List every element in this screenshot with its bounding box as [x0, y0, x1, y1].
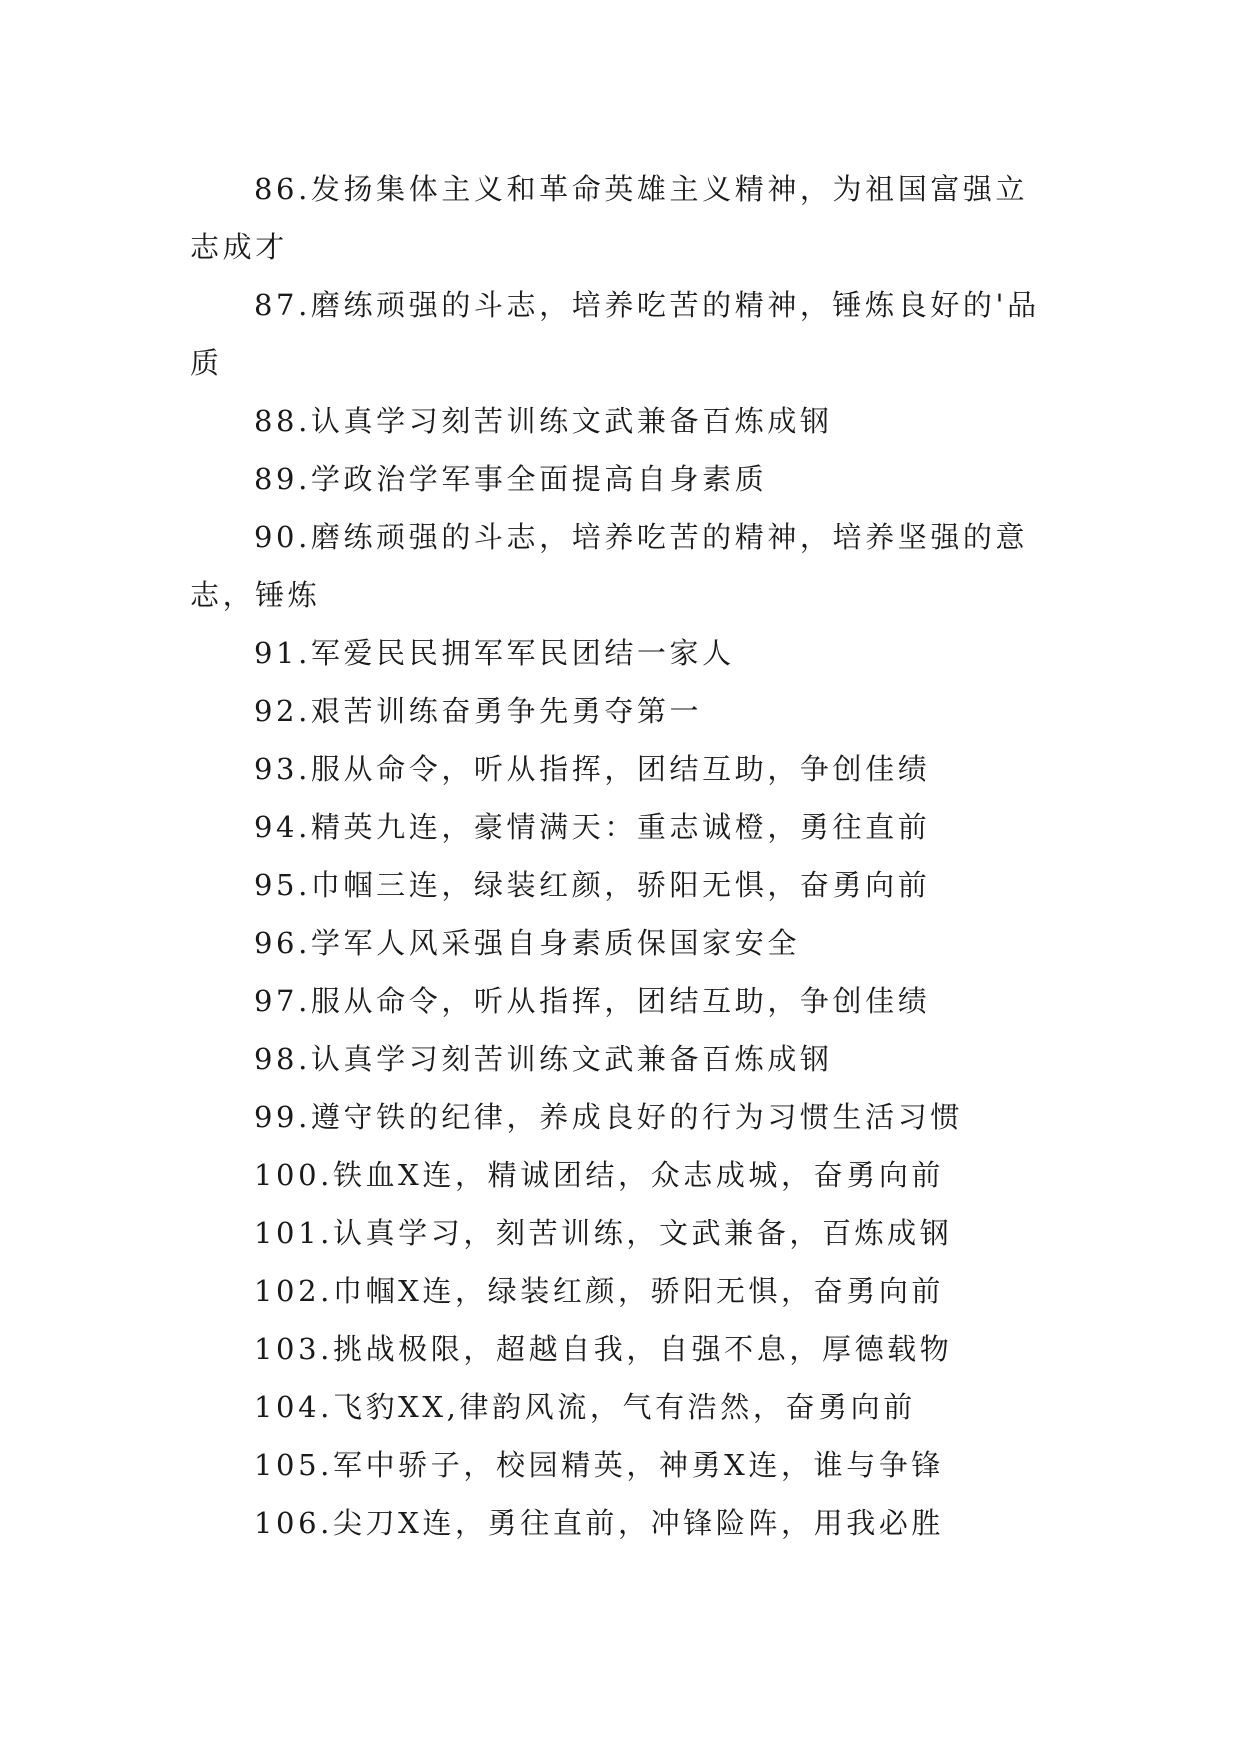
list-item: 100.铁血X连，精诚团结，众志成城，奋勇向前 — [254, 1158, 945, 1192]
list-item: 97.服从命令，听从指挥，团结互助，争创佳绩 — [254, 984, 931, 1018]
list-item: 93.服从命令，听从指挥，团结互助，争创佳绩 — [254, 752, 931, 786]
list-item: 103.挑战极限，超越自我，自强不息，厚德载物 — [254, 1332, 953, 1366]
list-item: 88.认真学习刻苦训练文武兼备百炼成钢 — [254, 404, 833, 438]
list-item: 86.发扬集体主义和革命英雄主义精神，为祖国富强立志成才 — [190, 172, 1029, 264]
list-item: 104.飞豹XX,律韵风流，气有浩然，奋勇向前 — [254, 1390, 916, 1424]
list-item: 96.学军人风采强自身素质保国家安全 — [254, 926, 800, 960]
list-item: 98.认真学习刻苦训练文武兼备百炼成钢 — [254, 1042, 833, 1076]
list-item: 102.巾帼X连，绿装红颜，骄阳无惧，奋勇向前 — [254, 1274, 945, 1308]
list-item: 92.艰苦训练奋勇争先勇夺第一 — [254, 694, 703, 728]
list-item: 87.磨练顽强的斗志，培养吃苦的精神，锤炼良好的'品质 — [190, 288, 1040, 380]
list-item: 89.学政治学军事全面提高自身素质 — [254, 462, 768, 496]
slogan-list — [190, 160, 1050, 1552]
list-item: 90.磨练顽强的斗志，培养吃苦的精神，培养坚强的意志，锤炼 — [190, 520, 1029, 612]
list-item: 106.尖刀X连，勇往直前，冲锋险阵，用我必胜 — [254, 1506, 945, 1540]
list-item: 105.军中骄子，校园精英，神勇X连，谁与争锋 — [254, 1448, 945, 1482]
list-item: 99.遵守铁的纪律，养成良好的行为习惯生活习惯 — [254, 1100, 963, 1134]
list-item: 101.认真学习，刻苦训练，文武兼备，百炼成钢 — [254, 1216, 953, 1250]
list-item: 91.军爱民民拥军军民团结一家人 — [254, 636, 735, 670]
list-item: 94.精英九连，豪情满天：重志诚橙，勇往直前 — [254, 810, 931, 844]
list-item: 95.巾帼三连，绿装红颜，骄阳无惧，奋勇向前 — [254, 868, 931, 902]
